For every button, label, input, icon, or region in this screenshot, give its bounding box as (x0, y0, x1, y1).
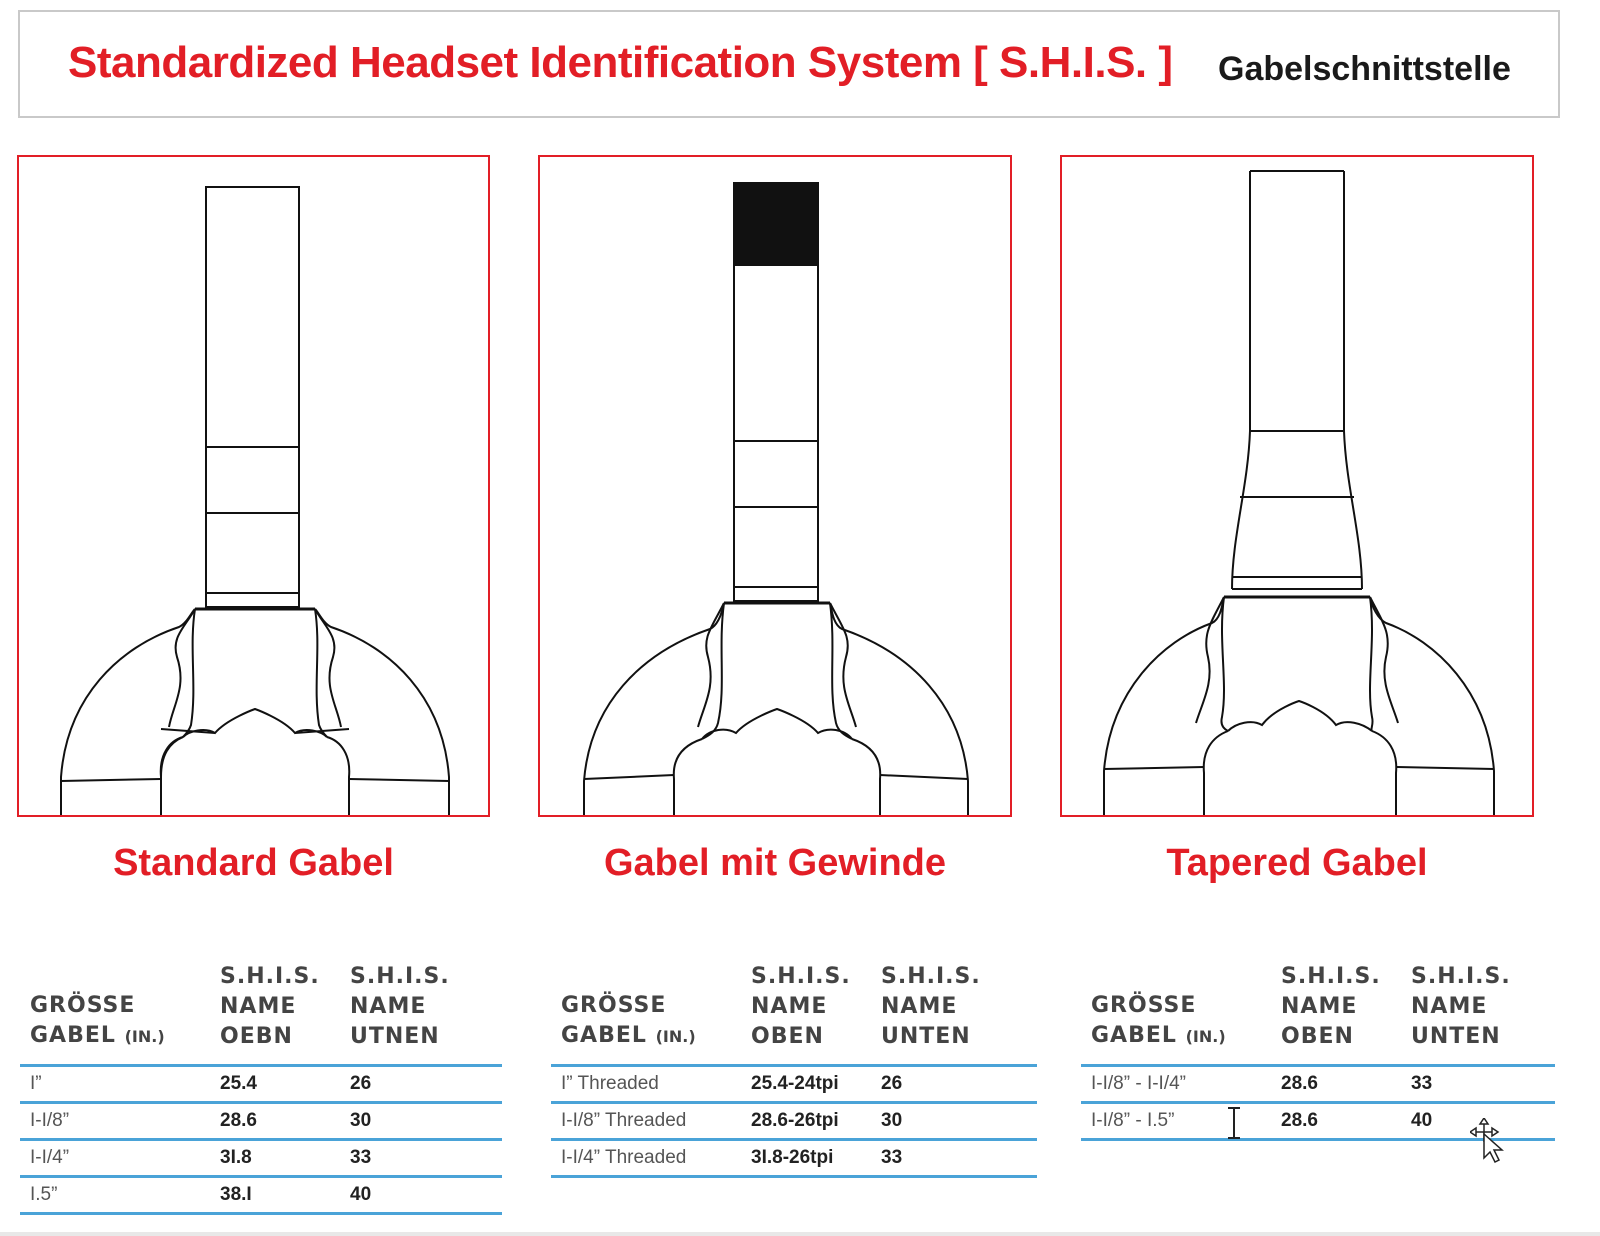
cell-bottom: 30 (340, 1103, 502, 1140)
cell-top: 38.I (210, 1177, 340, 1214)
cell-size: I-I/8” - I-I/4” (1081, 1066, 1271, 1103)
header-name-top: S.H.I.S. NAME OEBN (220, 964, 320, 1049)
cell-size: I” Threaded (551, 1066, 741, 1103)
table-row (1081, 1066, 1555, 1103)
cell-top: 25.4 (210, 1066, 340, 1103)
caption-standard-fork: Standard Gabel (113, 842, 394, 884)
header-size: GRÖSSE GABEL (IN.) (1091, 993, 1226, 1048)
header-box (18, 10, 1560, 118)
bottom-edge (0, 1232, 1600, 1236)
table-header-row (20, 962, 502, 1066)
header-size: GRÖSSE GABEL (IN.) (30, 993, 165, 1048)
header-name-bottom: S.H.I.S. NAME UTNEN (350, 964, 450, 1049)
cell-top: 28.6-26tpi (741, 1103, 871, 1140)
text-cursor-icon (1224, 1106, 1244, 1140)
panel-tapered-fork (1060, 155, 1534, 817)
cell-size: I-I/4” Threaded (551, 1140, 741, 1177)
cell-top: 25.4-24tpi (741, 1066, 871, 1103)
standard-fork-drawing (19, 157, 490, 817)
table-row (551, 1103, 1037, 1140)
page-subtitle: Gabelschnittstelle (1218, 50, 1511, 88)
table-header-row (1081, 962, 1555, 1066)
header-name-top: S.H.I.S. NAME OBEN (1281, 964, 1381, 1049)
spec-table-tapered (1081, 962, 1555, 1141)
cell-bottom: 26 (871, 1066, 1037, 1103)
cell-top: 28.6 (1271, 1066, 1401, 1103)
cell-top: 28.6 (210, 1103, 340, 1140)
cell-bottom: 33 (871, 1140, 1037, 1177)
cell-size: I-I/8” - I.5” (1081, 1103, 1271, 1140)
header-name-top: S.H.I.S. NAME OBEN (751, 964, 851, 1049)
cell-top: 3I.8 (210, 1140, 340, 1177)
cell-bottom: 26 (340, 1066, 502, 1103)
cell-size: I-I/8” Threaded (551, 1103, 741, 1140)
table-row (20, 1140, 502, 1177)
caption-threaded-fork: Gabel mit Gewinde (603, 842, 947, 884)
cell-bottom: 33 (340, 1140, 502, 1177)
thread-section (734, 183, 818, 265)
table-row (20, 1177, 502, 1214)
threaded-fork-drawing (540, 157, 1012, 817)
cell-bottom: 40 (340, 1177, 502, 1214)
header-name-bottom: S.H.I.S. NAME UNTEN (881, 964, 981, 1049)
caption-tapered-fork: Tapered Gabel (1166, 842, 1428, 884)
cell-bottom: 33 (1401, 1066, 1555, 1103)
tapered-fork-drawing (1062, 157, 1534, 817)
table-header-row (551, 962, 1037, 1066)
cell-bottom: 30 (871, 1103, 1037, 1140)
panel-threaded-fork (538, 155, 1012, 817)
move-pointer-icon (1470, 1118, 1504, 1164)
table-row (551, 1140, 1037, 1177)
cell-size: I-I/8” (20, 1103, 210, 1140)
cell-size: I-I/4” (20, 1140, 210, 1177)
header-size: GRÖSSE GABEL (IN.) (561, 993, 696, 1048)
cell-top: 3I.8-26tpi (741, 1140, 871, 1177)
cell-size: I.5” (20, 1177, 210, 1214)
cell-top: 28.6 (1271, 1103, 1401, 1140)
table-row (20, 1066, 502, 1103)
page-title: Standardized Headset Identification System [ S.H.I.S. ] (68, 38, 1173, 87)
cell-size: I” (20, 1066, 210, 1103)
spec-table-threaded (551, 962, 1037, 1178)
table-row (20, 1103, 502, 1140)
cell-bottom: 40 (1401, 1103, 1555, 1140)
spec-table-standard (20, 962, 502, 1215)
panel-standard-fork (17, 155, 490, 817)
table-row (551, 1066, 1037, 1103)
header-name-bottom: S.H.I.S. NAME UNTEN (1411, 964, 1511, 1049)
